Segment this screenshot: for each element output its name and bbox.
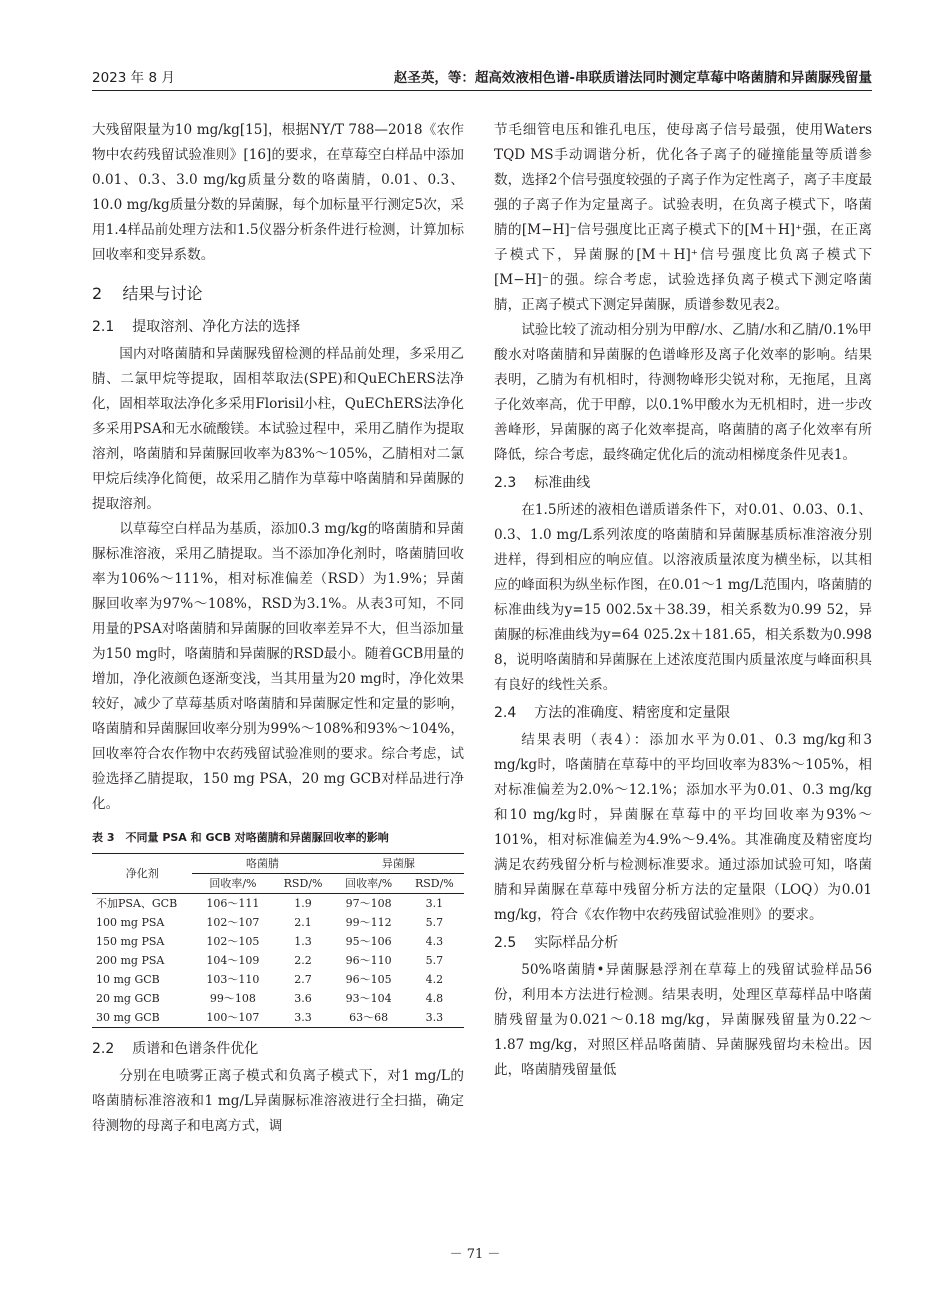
table-cell: 150 mg PSA [96,935,165,948]
table-row [92,1008,464,1028]
table-header-recovery: 回收率/% [192,874,273,894]
table-cell: 96～105 [345,973,392,986]
table-header-group-iprodione: 异菌脲 [333,854,464,874]
table-cell: 1.3 [294,935,312,948]
table-cell: 不加PSA、GCB [96,897,178,910]
subsection-title: 方法的准确度、精密度和定量限 [534,705,731,721]
table-cell: 95～106 [345,935,392,948]
table-cell: 3.1 [425,897,444,910]
subsection-heading-2-5 [494,930,872,956]
paragraph: 在1.5所述的液相色谱质谱条件下，对0.01、0.03、0.1、0.3、1.0 mg/L系列浓度的咯菌腈和异菌脲基质标准溶液分别进样，得到相应的响应值。以溶液质量浓度为横坐标，以其相应的峰面积为纵坐标作图，在0.01～1 mg/L范围内，咯菌腈的标准曲线为y=15 002.5x＋38.39，相关系数为0.99 52，异菌脲的标准曲线为y=64 025.2x＋181.65，相关系数为0.998 8，说明咯菌腈和异菌脲在上述浓度范围内质量浓度与峰面积具有良好的线性关系。 [494,502,872,693]
subsection-title: 质谱和色谱条件优化 [132,1041,259,1057]
table-cell: 30 mg GCB [96,1011,160,1024]
table-cell: 63～68 [349,1011,389,1024]
paragraph: 大残留限量为10 mg/kg[15]，根据NY/T 788—2018《农作物中农药残留试验准则》[16]的要求，在草莓空白样品中添加0.01、0.3、3.0 mg/kg质量分数的咯菌腈，0.01、0.3、10.0 mg/kg质量分数的异菌脲，每个加标量平行测定5次，采用1.4样品前处理方法和1.5仪器分析条件进行检测，计算加标回收率和变异系数。 [92,122,464,263]
table-cell: 106～111 [206,897,260,910]
subsection-title: 实际样品分析 [534,935,619,951]
section-title: 结果与讨论 [122,284,203,303]
paragraph: 分别在电喷雾正离子模式和负离子模式下，对1 mg/L的咯菌腈标准溶液和1 mg/L异菌脲标准溶液进行全扫描，确定待测物的母离子和电离方式，调 [92,1068,464,1134]
table-cell: 3.3 [425,1011,444,1024]
table-cell: 3.3 [294,1011,312,1024]
subsection-heading-2-2 [92,1036,464,1062]
table-cell: 2.2 [294,954,312,967]
table-cell: 200 mg PSA [96,954,165,967]
table-row [92,894,464,914]
table-header-rsd: RSD/% [273,874,332,894]
left-column [92,118,464,1139]
table-cell: 102～107 [206,916,260,929]
table-cell: 10 mg GCB [96,973,160,986]
table-cell: 99～112 [345,916,392,929]
section-heading-2 [92,280,464,308]
table-row [92,970,464,989]
section-number: 2 [92,284,103,303]
subsection-number: 2.5 [494,935,517,951]
table-cell: 100 mg PSA [96,916,165,929]
table-cell: 4.8 [425,992,444,1005]
table-row [92,951,464,970]
right-column [494,118,872,1083]
table-cell: 1.9 [294,897,312,910]
table-3 [92,853,464,1028]
table-row [92,932,464,951]
table-cell: 4.3 [425,935,444,948]
table-cell: 93～104 [345,992,392,1005]
table-cell: 2.1 [294,916,312,929]
subsection-number: 2.3 [494,475,517,491]
table-cell: 102～105 [206,935,260,948]
header-date: 2023 年 8 月 [92,70,175,86]
table-header-group-fludioxonil: 咯菌腈 [192,854,332,874]
subsection-number: 2.1 [92,319,115,335]
subsection-title: 标准曲线 [534,475,591,491]
table-cell: 104～109 [206,954,260,967]
running-header [92,62,872,91]
header-running-title: 赵圣英，等：超高效液相色谱-串联质谱法同时测定草莓中咯菌腈和异菌脲残留量 [393,70,872,86]
page-number: － 71 － [449,1247,501,1262]
subsection-title: 提取溶剂、净化方法的选择 [132,319,301,335]
subsection-heading-2-4 [494,700,872,726]
paragraph: 节毛细管电压和锥孔电压，使母离子信号最强，使用Waters TQD MS手动调谐分析，优化各子离子的碰撞能量等质谱参数，选择2个信号强度较强的子离子作为定性离子，离子丰度最强的子离子作为定量离子。试验表明，在负离子模式下，咯菌腈的[M−H]⁻信号强度比正离子模式下的[M＋H]⁺强，在正离子模式下，异菌脲的[M＋H]⁺信号强度比负离子模式下[M−H]⁻的强。综合考虑，试验选择负离子模式下测定咯菌腈，正离子模式下测定异菌脲，质谱参数见表2。 [494,122,872,313]
paragraph: 国内对咯菌腈和异菌脲残留检测的样品前处理，多采用乙腈、二氯甲烷等提取，固相萃取法(SPE)和QuEChERS法净化，固相萃取法净化多采用Florisil小柱，QuEChERS法净化多采用PSA和无水硫酸镁。本试验过程中，采用乙腈作为提取溶剂，咯菌腈和异菌脲回收率为83%～105%，乙腈相对二氯甲烷后续净化简便，故采用乙腈作为草莓中咯菌腈和异菌脲的提取溶剂。 [92,346,464,512]
table-cell: 3.6 [294,992,312,1005]
table-header-agent: 净化剂 [92,854,192,894]
subsection-heading-2-1 [92,314,464,340]
paragraph: 结果表明（表4）：添加水平为0.01、0.3 mg/kg和3 mg/kg时，咯菌腈在草莓中的平均回收率为83%～105%，相对标准偏差为2.0%～12.1%；添加水平为0.01、0.3 mg/kg和10 mg/kg时，异菌脲在草莓中的平均回收率为93%～101%，相对标准偏差为4.9%～9.4%。其准确度及精密度均满足农药残留分析与检测标准要求。通过添加试验可知，咯菌腈和异菌脲在草莓中残留分析方法的定量限（LOQ）为0.01 mg/kg，符合《农作物中农药残留试验准则》的要求。 [494,732,872,923]
table-cell: 97～108 [345,897,392,910]
subsection-number: 2.4 [494,705,517,721]
table-cell: 5.7 [425,916,444,929]
table-cell: 20 mg GCB [96,992,160,1005]
table-row [92,913,464,932]
paragraph: 以草莓空白样品为基质，添加0.3 mg/kg的咯菌腈和异菌脲标准溶液，采用乙腈提取。当不添加净化剂时，咯菌腈回收率为106%～111%，相对标准偏差（RSD）为1.9%；异菌脲回收率为97%～108%，RSD为3.1%。从表3可知，不同用量的PSA对咯菌腈和异菌脲的回收率差异不大，但当添加量为150 mg时，咯菌腈和异菌脲的RSD最小。随着GCB用量的增加，净化液颜色逐渐变浅，当其用量为20 mg时，净化效果较好，减少了草莓基质对咯菌腈和异菌脲定性和定量的影响，咯菌腈和异菌脲回收率分别为99%～108%和93%～104%，回收率符合农作物中农药残留试验准则的要求。综合考虑，试验选择乙腈提取，150 mg PSA，20 mg GCB对样品进行净化。 [92,521,464,812]
subsection-heading-2-3 [494,470,872,496]
table-cell: 99～108 [209,992,256,1005]
table-row [92,989,464,1008]
table-cell: 4.2 [425,973,444,986]
table-cell: 100～107 [206,1011,260,1024]
table-cell: 103～110 [206,973,260,986]
table-cell: 5.7 [425,954,444,967]
table-caption: 表 3 不同量 PSA 和 GCB 对咯菌腈和异菌脲回收率的影响 [92,831,389,844]
paragraph: 试验比较了流动相分别为甲醇/水、乙腈/水和乙腈/0.1%甲酸水对咯菌腈和异菌脲的色谱峰形及离子化效率的影响。结果表明，乙腈为有机相时，待测物峰形尖锐对称，无拖尾，且离子化效率高，优于甲醇，以0.1%甲酸水为无机相时，进一步改善峰形，异菌脲的离子化效率提高，咯菌腈的离子化效率有所降低，综合考虑，最终确定优化后的流动相梯度条件见表1。 [494,322,872,463]
table-cell: 96～110 [345,954,392,967]
table-header-rsd: RSD/% [405,874,464,894]
subsection-number: 2.2 [92,1041,115,1057]
paragraph: 50%咯菌腈•异菌脲悬浮剂在草莓上的残留试验样品56份，利用本方法进行检测。结果表明，处理区草莓样品中咯菌腈残留量为0.021～0.18 mg/kg，异菌脲残留量为0.22～1.87 mg/kg，对照区样品咯菌腈、异菌脲残留均未检出。因此，咯菌腈残留量低 [494,962,872,1078]
table-cell: 2.7 [294,973,312,986]
table-header-recovery: 回收率/% [333,874,405,894]
